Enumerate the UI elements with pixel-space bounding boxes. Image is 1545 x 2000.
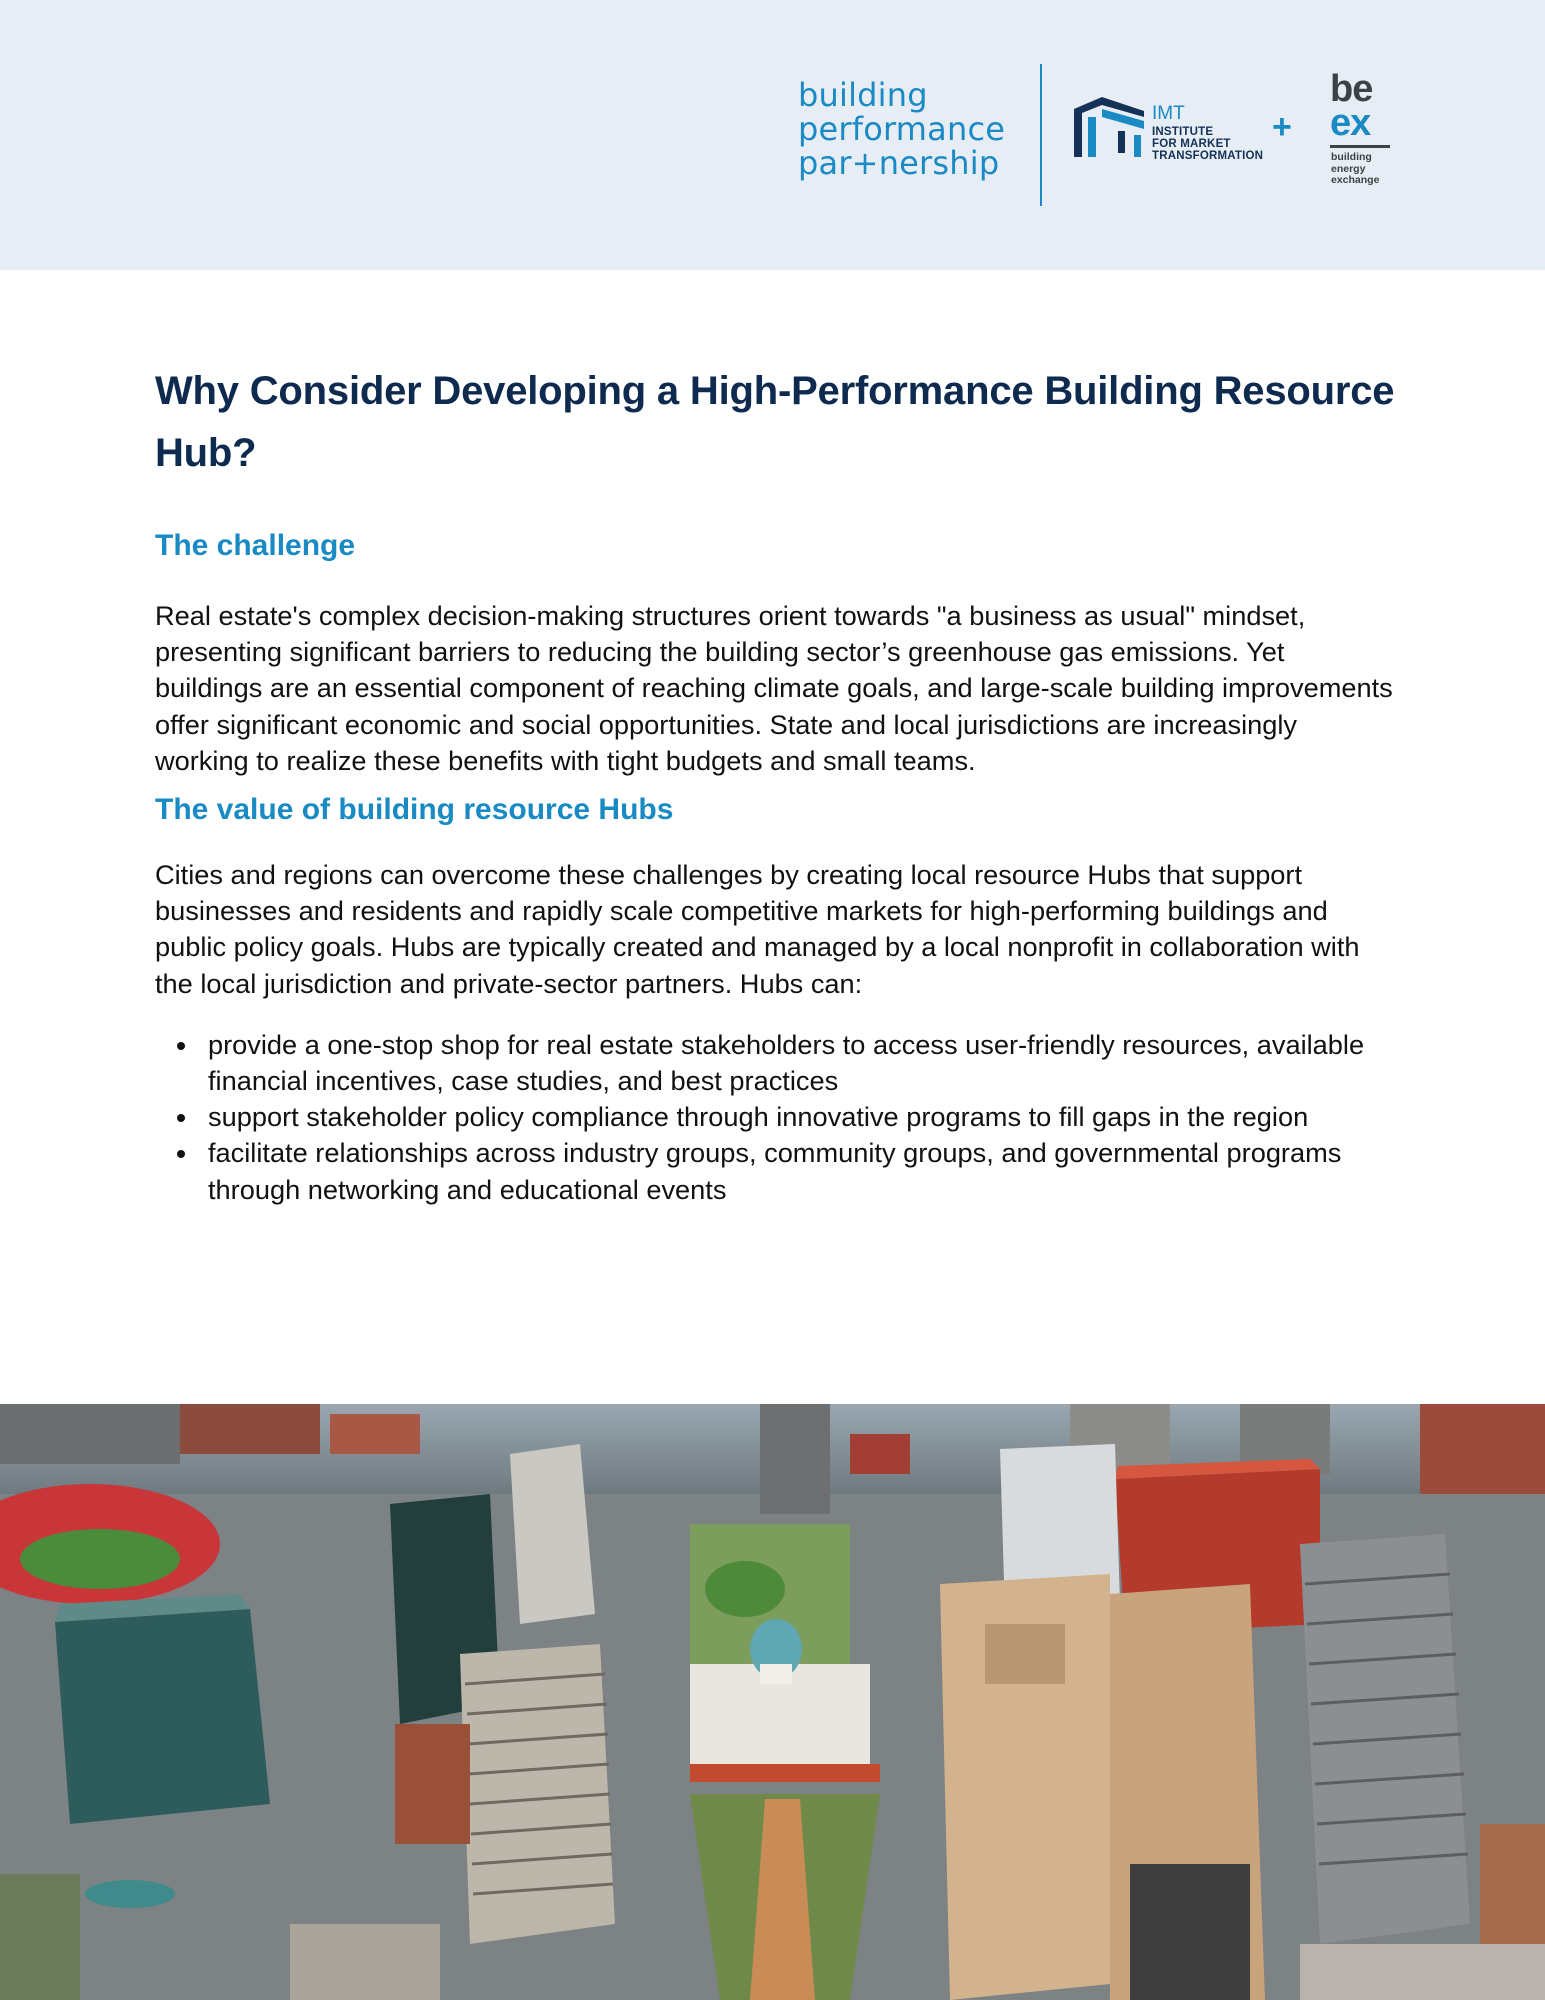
building-performance-partnership-logo [798, 78, 1005, 180]
section-heading-challenge: The challenge [155, 529, 356, 562]
logo-divider [1040, 64, 1042, 206]
bex-logo-ex: ex [1330, 102, 1371, 144]
bex-name [1331, 152, 1379, 187]
imt-acronym: IMT [1152, 103, 1185, 124]
imt-name-line: TRANSFORMATION [1152, 150, 1264, 162]
logo-line: par+nership [798, 144, 1000, 182]
section-heading-value: The value of building resource Hubs [155, 793, 674, 827]
bex-logo-be: be [1330, 68, 1373, 110]
logo-line: building [798, 76, 928, 114]
bex-name-line: energy [1331, 162, 1366, 175]
hub-benefits-list [155, 1027, 1395, 1208]
main-content [155, 360, 1395, 1208]
imt-name-line: INSTITUTE [1152, 126, 1214, 138]
logo-line: performance [798, 110, 1006, 148]
plus-sign: + [1272, 108, 1292, 146]
bex-name-line: exchange [1331, 174, 1380, 186]
challenge-paragraph: Real estate's complex decision-making structures orient towards "a business as usual" mindset, presenting significant barriers to reducing the building sector’s greenhouse gas emissions. Yet buildings are an essential component of reaching climate goals, and large-scale building improvements offer significant economic and social opportunities. State and local jurisdictions are increasingly working to realize these benefits with tight budgets and small teams. [155, 600, 1393, 776]
city-aerial-photo [0, 1404, 1545, 2000]
list-item: provide a one-stop shop for real estate stakeholders to access user-friendly resources, available financial incentives, case studies, and best practices [208, 1027, 1395, 1099]
header-band [0, 0, 1545, 270]
imt-building-icon [1070, 95, 1146, 159]
page-title: Why Consider Developing a High-Performance Building Resource Hub? [155, 369, 1395, 475]
list-item: support stakeholder policy compliance through innovative programs to fill gaps in the region [208, 1099, 1395, 1135]
list-item: facilitate relationships across industry groups, community groups, and governmental programs through networking and educational events [208, 1135, 1395, 1207]
bex-name-line: building [1331, 151, 1372, 163]
imt-name [1152, 126, 1263, 162]
value-paragraph: Cities and regions can overcome these challenges by creating local resource Hubs that support businesses and residents and rapidly scale competitive markets for high-performing buildings and public policy goals. Hubs are typically created and managed by a local nonprofit in collaboration with the local jurisdiction and private-sector partners. Hubs can: [155, 859, 1360, 999]
bex-logo-rule [1330, 145, 1390, 148]
imt-name-line: FOR MARKET [1152, 138, 1231, 150]
